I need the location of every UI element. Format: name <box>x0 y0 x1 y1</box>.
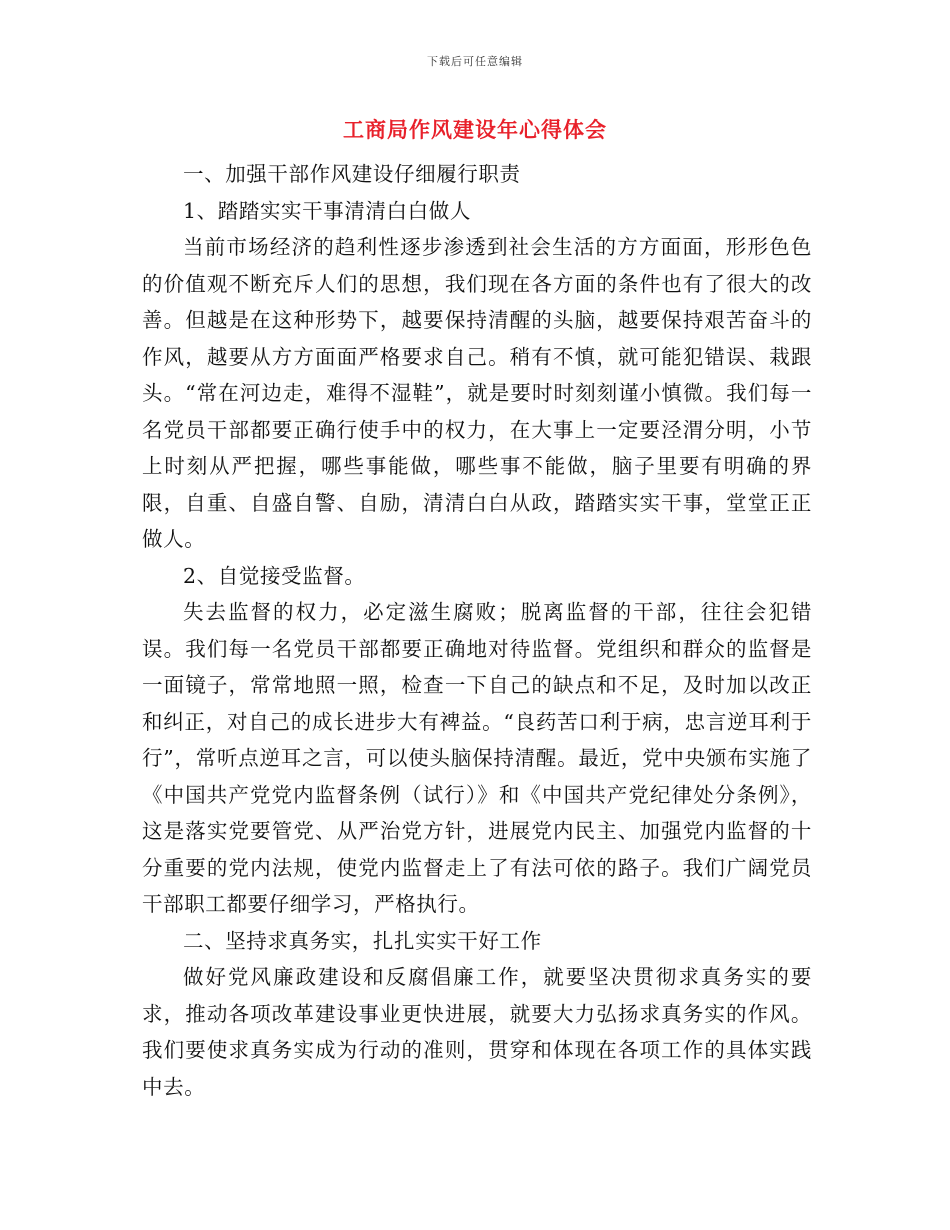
document-title: 工商局作风建设年心得体会 <box>343 118 607 142</box>
paragraph-3: 做好党风廉政建设和反腐倡廉工作，就要坚决贯彻求真务实的要求，推动各项改革建设事业更快进展，就要大力弘扬求真务实的作风。我们要使求真务实成为行动的准则，贯穿和体现在各项工作的具体实践中去。 <box>142 965 812 1099</box>
subsection-heading-1: 1、踏踏实实干事清清白白做人 <box>183 198 471 223</box>
section-heading-1: 一、加强干部作风建设仔细履行职责 <box>183 162 521 186</box>
document-body <box>142 156 812 1105</box>
paragraph-2: 失去监督的权力，必定滋生腐败；脱离监督的干部，往往会犯错误。我们每一名党员干部都要正确地对待监督。党组织和群众的监督是一面镜子，常常地照一照，检查一下自己的缺点和不足，及时加以改正和纠正，对自己的成长进步大有裨益。“良药苦口利于病，忠言逆耳利于行”，常听点逆耳之言，可以使头脑保持清醒。最近，党中央颁布实施了《中国共产党党内监督条例（试行）》和《中国共产党纪律处分条例》，这是落实党要管党、从严治党方针，进展党内民主、加强党内监督的十分重要的党内法规，使党内监督走上了有法可依的路子。我们广阔党员干部职工都要仔细学习，严格执行。 <box>142 600 812 916</box>
page-header: 下载后可任意编辑 <box>427 55 523 68</box>
paragraph-1: 当前市场经济的趋利性逐步渗透到社会生活的方方面面，形形色色的价值观不断充斥人们的思想，我们现在各方面的条件也有了很大的改善。但越是在这种形势下，越要保持清醒的头脑，越要保持艰苦奋斗的作风，越要从方方面面严格要求自己。稍有不慎，就可能犯错误、栽跟头。“常在河边走，难得不湿鞋”，就是要时时刻刻谨小慎微。我们每一名党员干部都要正确行使手中的权力，在大事上一定要泾渭分明，小节上时刻从严把握，哪些事能做，哪些事不能做，脑子里要有明确的界限，自重、自盛自警、自励，清清白白从政，踏踏实实干事，堂堂正正做人。 <box>142 235 812 551</box>
subsection-heading-2: 2、自觉接受监督。 <box>183 563 366 588</box>
section-heading-2: 二、坚持求真务实，扎扎实实干好工作 <box>183 928 542 953</box>
